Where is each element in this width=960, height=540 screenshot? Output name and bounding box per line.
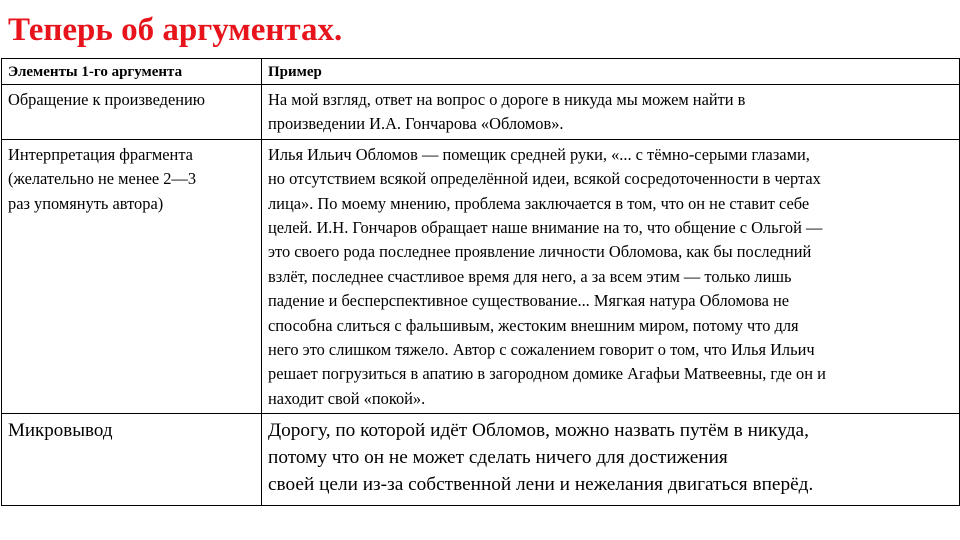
table-row [2,85,960,140]
cell-line: но отсутствием всякой определённой идеи, всякой сосредоточенности в чертах [268,169,821,189]
cell-line: Дорогу, по которой идёт Обломов, можно назвать путём в никуда, [268,420,809,442]
table-row [2,414,960,506]
element-cell [2,414,262,506]
table-row [2,139,960,413]
header-elements: Элементы 1-го аргумента [2,59,262,85]
cell-line: потому что он не может сделать ничего для достижения [268,447,728,469]
element-cell [2,85,262,140]
cell-line: взлёт, последнее счастливое время для него, а за всем этим — только лишь [268,266,792,286]
header-example: Пример [262,59,960,85]
cell-line: решает погрузиться в апатию в загородном домике Агафьи Матвеевны, где он и [268,364,826,384]
cell-line: раз упомянуть автора) [8,193,164,213]
arguments-table [1,58,960,506]
example-cell [262,85,960,140]
page-title: Теперь об аргументах. [8,12,343,48]
element-cell [2,139,262,413]
example-cell [262,414,960,506]
example-cell [262,139,960,413]
cell-line: целей. И.Н. Гончаров обращает наше внимание на то, что общение с Ольгой — [268,218,823,238]
cell-line: Обращение к произведению [8,90,206,109]
cell-line: падение и бесперспективное существование... Мягкая натура Обломова не [268,291,790,311]
cell-line: лица». По моему мнению, проблема заключается в том, что он не ставит себе [268,193,810,213]
cell-line: своей цели из-за собственной лени и нежелания двигаться вперёд. [268,474,814,496]
cell-line: это своего рода последнее проявление личности Обломова, как бы последний [268,242,812,262]
cell-line: способна слиться с фальшивым, жестоким внешним миром, потому что для [268,315,799,335]
table-header-row [2,59,960,85]
cell-line: произведении И.А. Гончарова «Обломов». [268,114,564,134]
cell-line: Микровывод [8,420,113,442]
cell-line: (желательно не менее 2—3 [8,169,197,189]
cell-line: находит свой «покой». [268,388,426,408]
cell-line: него это слишком тяжело. Автор с сожалением говорит о том, что Илья Ильич [268,340,815,360]
cell-line: Интерпретация фрагмента [8,144,193,164]
cell-line: На мой взгляд, ответ на вопрос о дороге в никуда мы можем найти в [268,90,746,109]
cell-line: Илья Ильич Обломов — помещик средней руки, «... с тёмно-серыми глазами, [268,144,810,164]
